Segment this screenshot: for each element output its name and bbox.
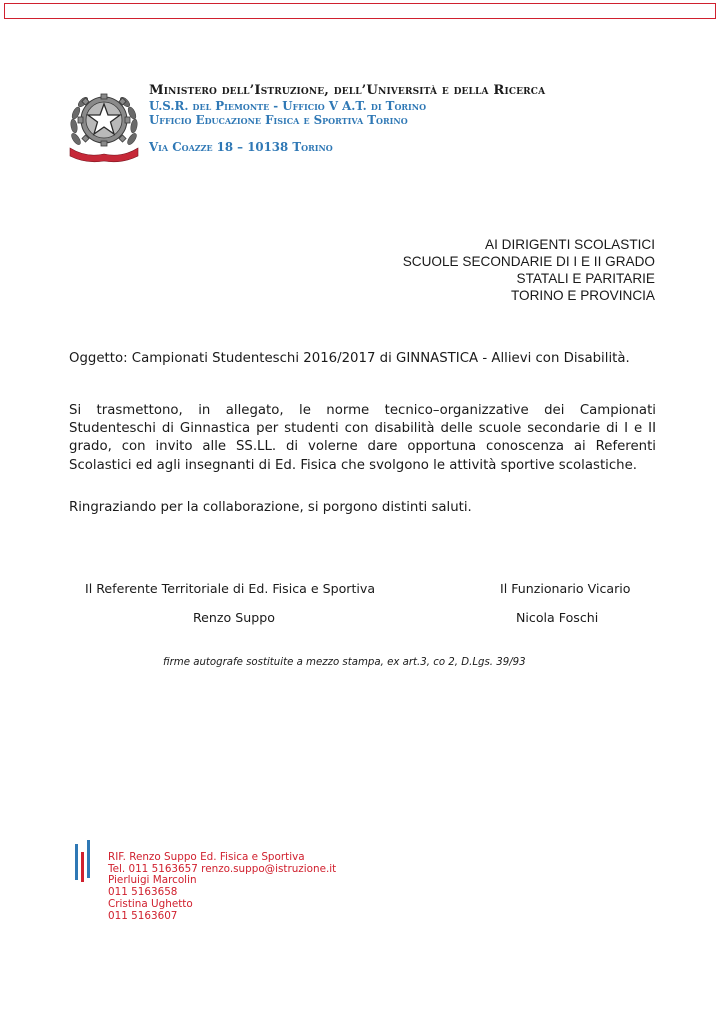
footer-line: Pierluigi Marcolin <box>108 874 197 887</box>
usr-office: U.S.R. del Piemonte - Ufficio V A.T. di Torino <box>149 99 427 113</box>
body-paragraph: Si trasmettono, in allegato, le norme tecnico–organizzative dei Campionati Studenteschi di Ginnastica per studenti con disabilità delle scuole secondarie di I e II grado, con invito alle SS.LL. di volerne dare opportuna conoscenza ai Referenti Scolastici ed agli insegnanti di Ed. Fisica che svolgono le attività sportive scolastiche. <box>69 403 656 473</box>
office-name: Ufficio Educazione Fisica e Sportiva Torino <box>149 113 408 127</box>
letterhead <box>149 82 545 154</box>
signature-right-role: Il Funzionario Vicario <box>500 581 631 596</box>
signature-note: firme autografe sostituite a mezzo stampa, ex art.3, co 2, D.Lgs. 39/93 <box>163 657 526 668</box>
signature-left-name: Renzo Suppo <box>193 610 275 625</box>
addressee-line: AI DIRIGENTI SCOLASTICI <box>485 237 655 252</box>
signature-right-name: Nicola Foschi <box>516 610 599 625</box>
signature-left-role: Il Referente Territoriale di Ed. Fisica e Sportiva <box>85 581 376 596</box>
footer-bars-icon <box>74 840 94 884</box>
footer-line: Cristina Ughetto <box>108 897 193 910</box>
footer-contacts <box>108 852 336 922</box>
header-frame <box>4 3 716 19</box>
footer-line: 011 5163658 <box>108 886 178 899</box>
footer-line: 011 5163607 <box>108 909 178 922</box>
closing-line: Ringraziando per la collaborazione, si porgono distinti saluti. <box>69 500 472 515</box>
addressee-line: TORINO E PROVINCIA <box>510 288 655 303</box>
ministry-name: Ministero dell’Istruzione, dell’Università e della Ricerca <box>149 83 546 98</box>
addressee-line: STATALI E PARITARIE <box>516 271 655 286</box>
addressee-line: SCUOLE SECONDARIE DI I E II GRADO <box>402 254 655 269</box>
office-address: Via Coazze 18 – 10138 Torino <box>149 140 333 154</box>
footer-line: RIF. Renzo Suppo Ed. Fisica e Sportiva <box>108 851 305 863</box>
addressee-block <box>403 236 655 304</box>
republic-emblem-icon <box>66 84 142 166</box>
subject-line: Oggetto: Campionati Studenteschi 2016/2017 di GINNASTICA - Allievi con Disabilità. <box>69 351 630 366</box>
footer-line: Tel. 011 5163657 renzo.suppo@istruzione.it <box>108 862 337 875</box>
